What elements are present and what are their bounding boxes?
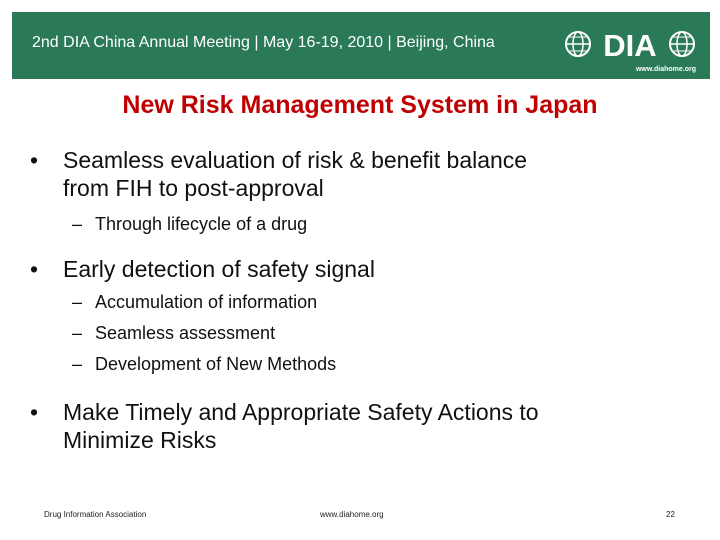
meeting-banner-text: 2nd DIA China Annual Meeting | May 16-19, 2010 | Beijing, China: [32, 34, 495, 51]
sub-bullet-text: Seamless assessment: [95, 323, 276, 343]
dash-glyph: –: [72, 354, 83, 374]
sub-bullet-text: Development of New Methods: [95, 354, 337, 374]
dash-glyph: –: [72, 214, 83, 234]
globe-icon: [564, 26, 696, 66]
page-number: 22: [666, 510, 675, 519]
bullet-glyph: •: [30, 399, 39, 425]
slide-title: New Risk Management System in Japan: [122, 91, 598, 119]
dash-glyph: –: [72, 323, 83, 343]
header-banner: [12, 12, 710, 79]
sub-bullet-text: Accumulation of information: [95, 292, 318, 312]
logo-wordmark: DIA: [603, 28, 657, 63]
dia-logo: [564, 26, 696, 76]
bullet-text: from FIH to post-approval: [63, 175, 324, 201]
logo-url: www.diahome.org: [635, 66, 696, 73]
bullet-glyph: •: [30, 147, 39, 173]
bullet-glyph: •: [30, 256, 39, 282]
sub-bullet-text: Through lifecycle of a drug: [95, 214, 308, 234]
bullet-text: Early detection of safety signal: [63, 256, 375, 282]
footer-organization: Drug Information Association: [44, 510, 147, 519]
footer-url: www.diahome.org: [320, 510, 384, 519]
bullet-text: Make Timely and Appropriate Safety Actions to: [63, 399, 539, 425]
bullet-text: Minimize Risks: [63, 427, 217, 453]
bullet-text: Seamless evaluation of risk & benefit balance: [63, 147, 528, 173]
dash-glyph: –: [72, 292, 83, 312]
